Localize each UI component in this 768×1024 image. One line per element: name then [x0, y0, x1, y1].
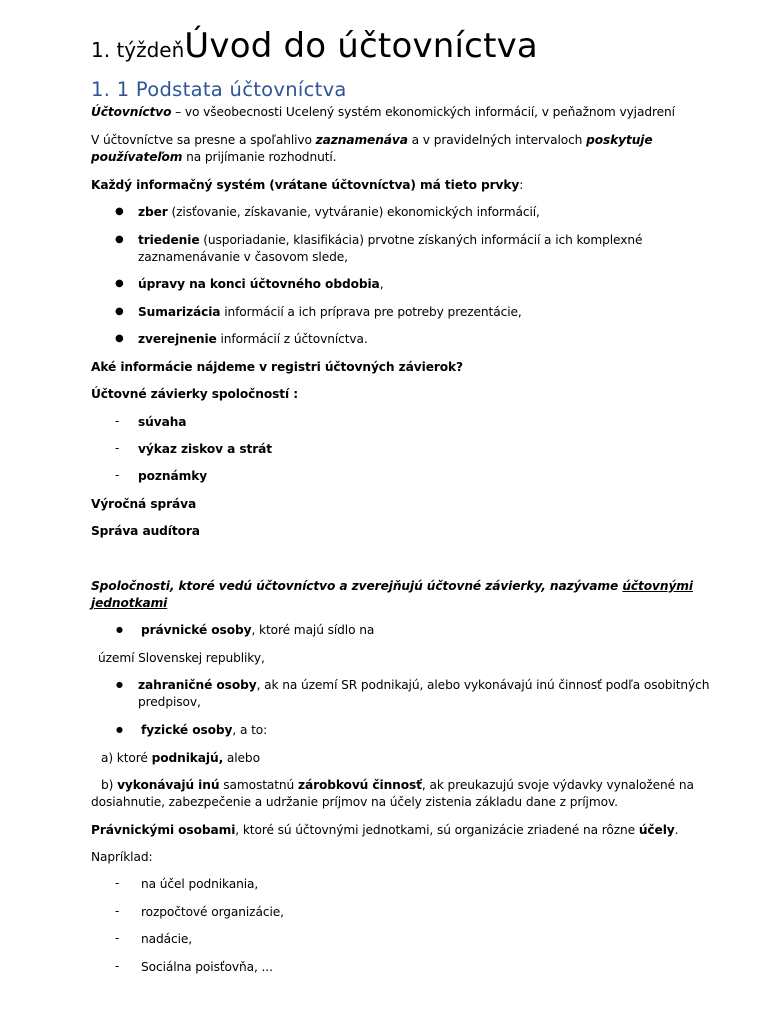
list-item-example-1: na účel podnikania,: [141, 877, 259, 891]
list-item-elements-4: [138, 304, 522, 321]
list-item-legal-cont: území Slovenskej republiky,: [98, 651, 265, 665]
elements-intro: [91, 177, 523, 194]
element-3-bold: úpravy na konci účtovného obdobia: [138, 277, 380, 291]
auditor-report: [91, 523, 200, 540]
entities-intro-italic: Spoločnosti, ktoré vedú účtovníctvo a zverejňujú účtovné závierky, nazývame: [91, 579, 623, 593]
natural-b-line-1: [101, 777, 694, 794]
legal-persons-mid: , ktoré sú účtovnými jednotkami, sú organizácie zriadené na rôzne: [235, 823, 639, 837]
entities-intro-line-2: [91, 595, 167, 612]
element-1-bold: zber: [138, 205, 168, 219]
legal-persons-paragraph: [91, 822, 678, 839]
element-4-bold: Sumarizácia: [138, 305, 221, 319]
element-5-bold: zverejnenie: [138, 332, 217, 346]
auditor-report-text: Správa audítora: [91, 524, 200, 538]
natural-b-pre: b): [101, 778, 118, 792]
list-item-elements-5: [138, 331, 368, 348]
dash-bullet: -: [115, 414, 120, 428]
legal-persons-end: .: [674, 823, 679, 837]
paragraph-2-line-1: [91, 132, 653, 149]
bullet-icon: ●: [115, 234, 124, 245]
bullet-icon: ●: [115, 333, 124, 344]
bullet-icon: ●: [115, 278, 124, 289]
question-registry: [91, 359, 463, 376]
dash-bullet: -: [115, 931, 120, 945]
legal-persons-bold: Právnickými osobami: [91, 823, 236, 837]
element-4-rest: informácií a ich príprava pre potreby prezentácie,: [220, 305, 522, 319]
element-2-bold: triedenie: [138, 233, 200, 247]
list-item-elements-2: [138, 232, 642, 249]
statement-2-text: výkaz ziskov a strát: [138, 442, 273, 456]
p2-poskytuje: poskytuje: [586, 133, 653, 147]
p2-text-c: a v pravidelných intervaloch: [407, 133, 587, 147]
element-1-rest: (zisťovanie, získavanie, vytváranie) ekonomických informácií,: [167, 205, 540, 219]
dash-bullet: -: [115, 468, 120, 482]
natural-b-rest: , ak preukazujú svoje výdavky vynaložené na: [421, 778, 694, 792]
elements-intro-colon: :: [519, 178, 524, 192]
natural-b-bold-2: zárobkovú činnosť: [297, 778, 422, 792]
paragraph-2-line-2: [91, 149, 336, 166]
page-title: [91, 26, 538, 66]
natural-bold: fyzické osoby: [141, 723, 233, 737]
p2-text-f: na prijímanie rozhodnutí.: [182, 150, 337, 164]
foreign-bold: zahraničné osoby: [138, 678, 257, 692]
natural-b-line-2: dosiahnutie, zabezpečenie a udržanie príjmov na účely zistenia základu dane z príjmov.: [91, 795, 618, 809]
natural-a: [101, 750, 260, 767]
elements-intro-text: Každý informačný systém (vrátane účtovníctva) má tieto prvky: [91, 178, 520, 192]
bullet-icon: ●: [115, 306, 124, 317]
natural-b-bold-1: vykonávajú inú: [117, 778, 220, 792]
element-3-rest: ,: [379, 277, 384, 291]
dash-bullet: -: [115, 959, 120, 973]
bullet-icon: ●: [116, 625, 123, 634]
statement-3-text: poznámky: [138, 469, 208, 483]
list-item-elements-2-cont: zaznamenávanie v časovom slede,: [138, 250, 348, 264]
question-statements: [91, 386, 298, 403]
legal-persons-bold-2: účely: [638, 823, 675, 837]
list-item-example-3: nadácie,: [141, 932, 193, 946]
question-registry-text: Aké informácie nájdeme v registri účtovných závierok?: [91, 360, 464, 374]
natural-rest: , a to:: [232, 723, 268, 737]
entities-intro-underlined-2: jednotkami: [91, 596, 168, 610]
week-label: 1. týždeň: [91, 38, 185, 62]
p2-zaznamenava: zaznamenáva: [315, 133, 408, 147]
entities-intro-line-1: [91, 578, 693, 595]
bullet-icon: ●: [115, 206, 124, 217]
list-item-legal: [141, 622, 374, 639]
section-heading: 1. 1 Podstata účtovníctva: [91, 78, 347, 101]
natural-a-bold: podnikajú,: [151, 751, 224, 765]
element-5-rest: informácií z účtovníctva.: [216, 332, 368, 346]
title-main: Úvod do účtovníctva: [184, 26, 538, 66]
list-item-statement-1: [138, 414, 186, 431]
dash-bullet: -: [115, 441, 120, 455]
bullet-icon: ●: [116, 725, 123, 734]
definition-paragraph: [91, 104, 675, 121]
list-item-example-2: rozpočtové organizácie,: [141, 905, 284, 919]
list-item-foreign-cont: predpisov,: [138, 695, 201, 709]
annual-report-text: Výročná správa: [91, 497, 197, 511]
element-2-rest: (usporiadanie, klasifikácia) prvotne získaných informácií a ich komplexné: [199, 233, 643, 247]
def-rest: – vo všeobecnosti Ucelený systém ekonomických informácií, v peňažnom vyjadrení: [171, 105, 675, 119]
p2-pouzivatelom: používateľom: [91, 150, 183, 164]
natural-a-rest: alebo: [223, 751, 260, 765]
list-item-statement-3: [138, 468, 207, 485]
list-item-statement-2: [138, 441, 272, 458]
bullet-icon: ●: [116, 680, 123, 689]
foreign-rest: , ak na území SR podnikajú, alebo vykonávajú inú činnosť podľa osobitných: [256, 678, 710, 692]
dash-bullet: -: [115, 904, 120, 918]
def-term: Účtovníctvo: [91, 105, 172, 119]
list-item-elements-3: [138, 276, 383, 293]
list-item-foreign: [138, 677, 709, 694]
p2-text-a: V účtovníctve sa presne a spoľahlivo: [91, 133, 316, 147]
question-statements-text: Účtovné závierky spoločností :: [91, 387, 299, 401]
example-label: Napríklad:: [91, 850, 153, 864]
legal-rest: , ktoré majú sídlo na: [251, 623, 375, 637]
annual-report: [91, 496, 196, 513]
natural-a-pre: a) ktoré: [101, 751, 152, 765]
entities-intro-underlined: účtovnými: [622, 579, 693, 593]
legal-bold: právnické osoby: [141, 623, 252, 637]
statement-1-text: súvaha: [138, 415, 187, 429]
list-item-elements-1: [138, 204, 540, 221]
dash-bullet: -: [115, 876, 120, 890]
list-item-example-4: Sociálna poisťovňa, ...: [141, 960, 273, 974]
list-item-natural: [141, 722, 267, 739]
natural-b-mid: samostatnú: [219, 778, 298, 792]
